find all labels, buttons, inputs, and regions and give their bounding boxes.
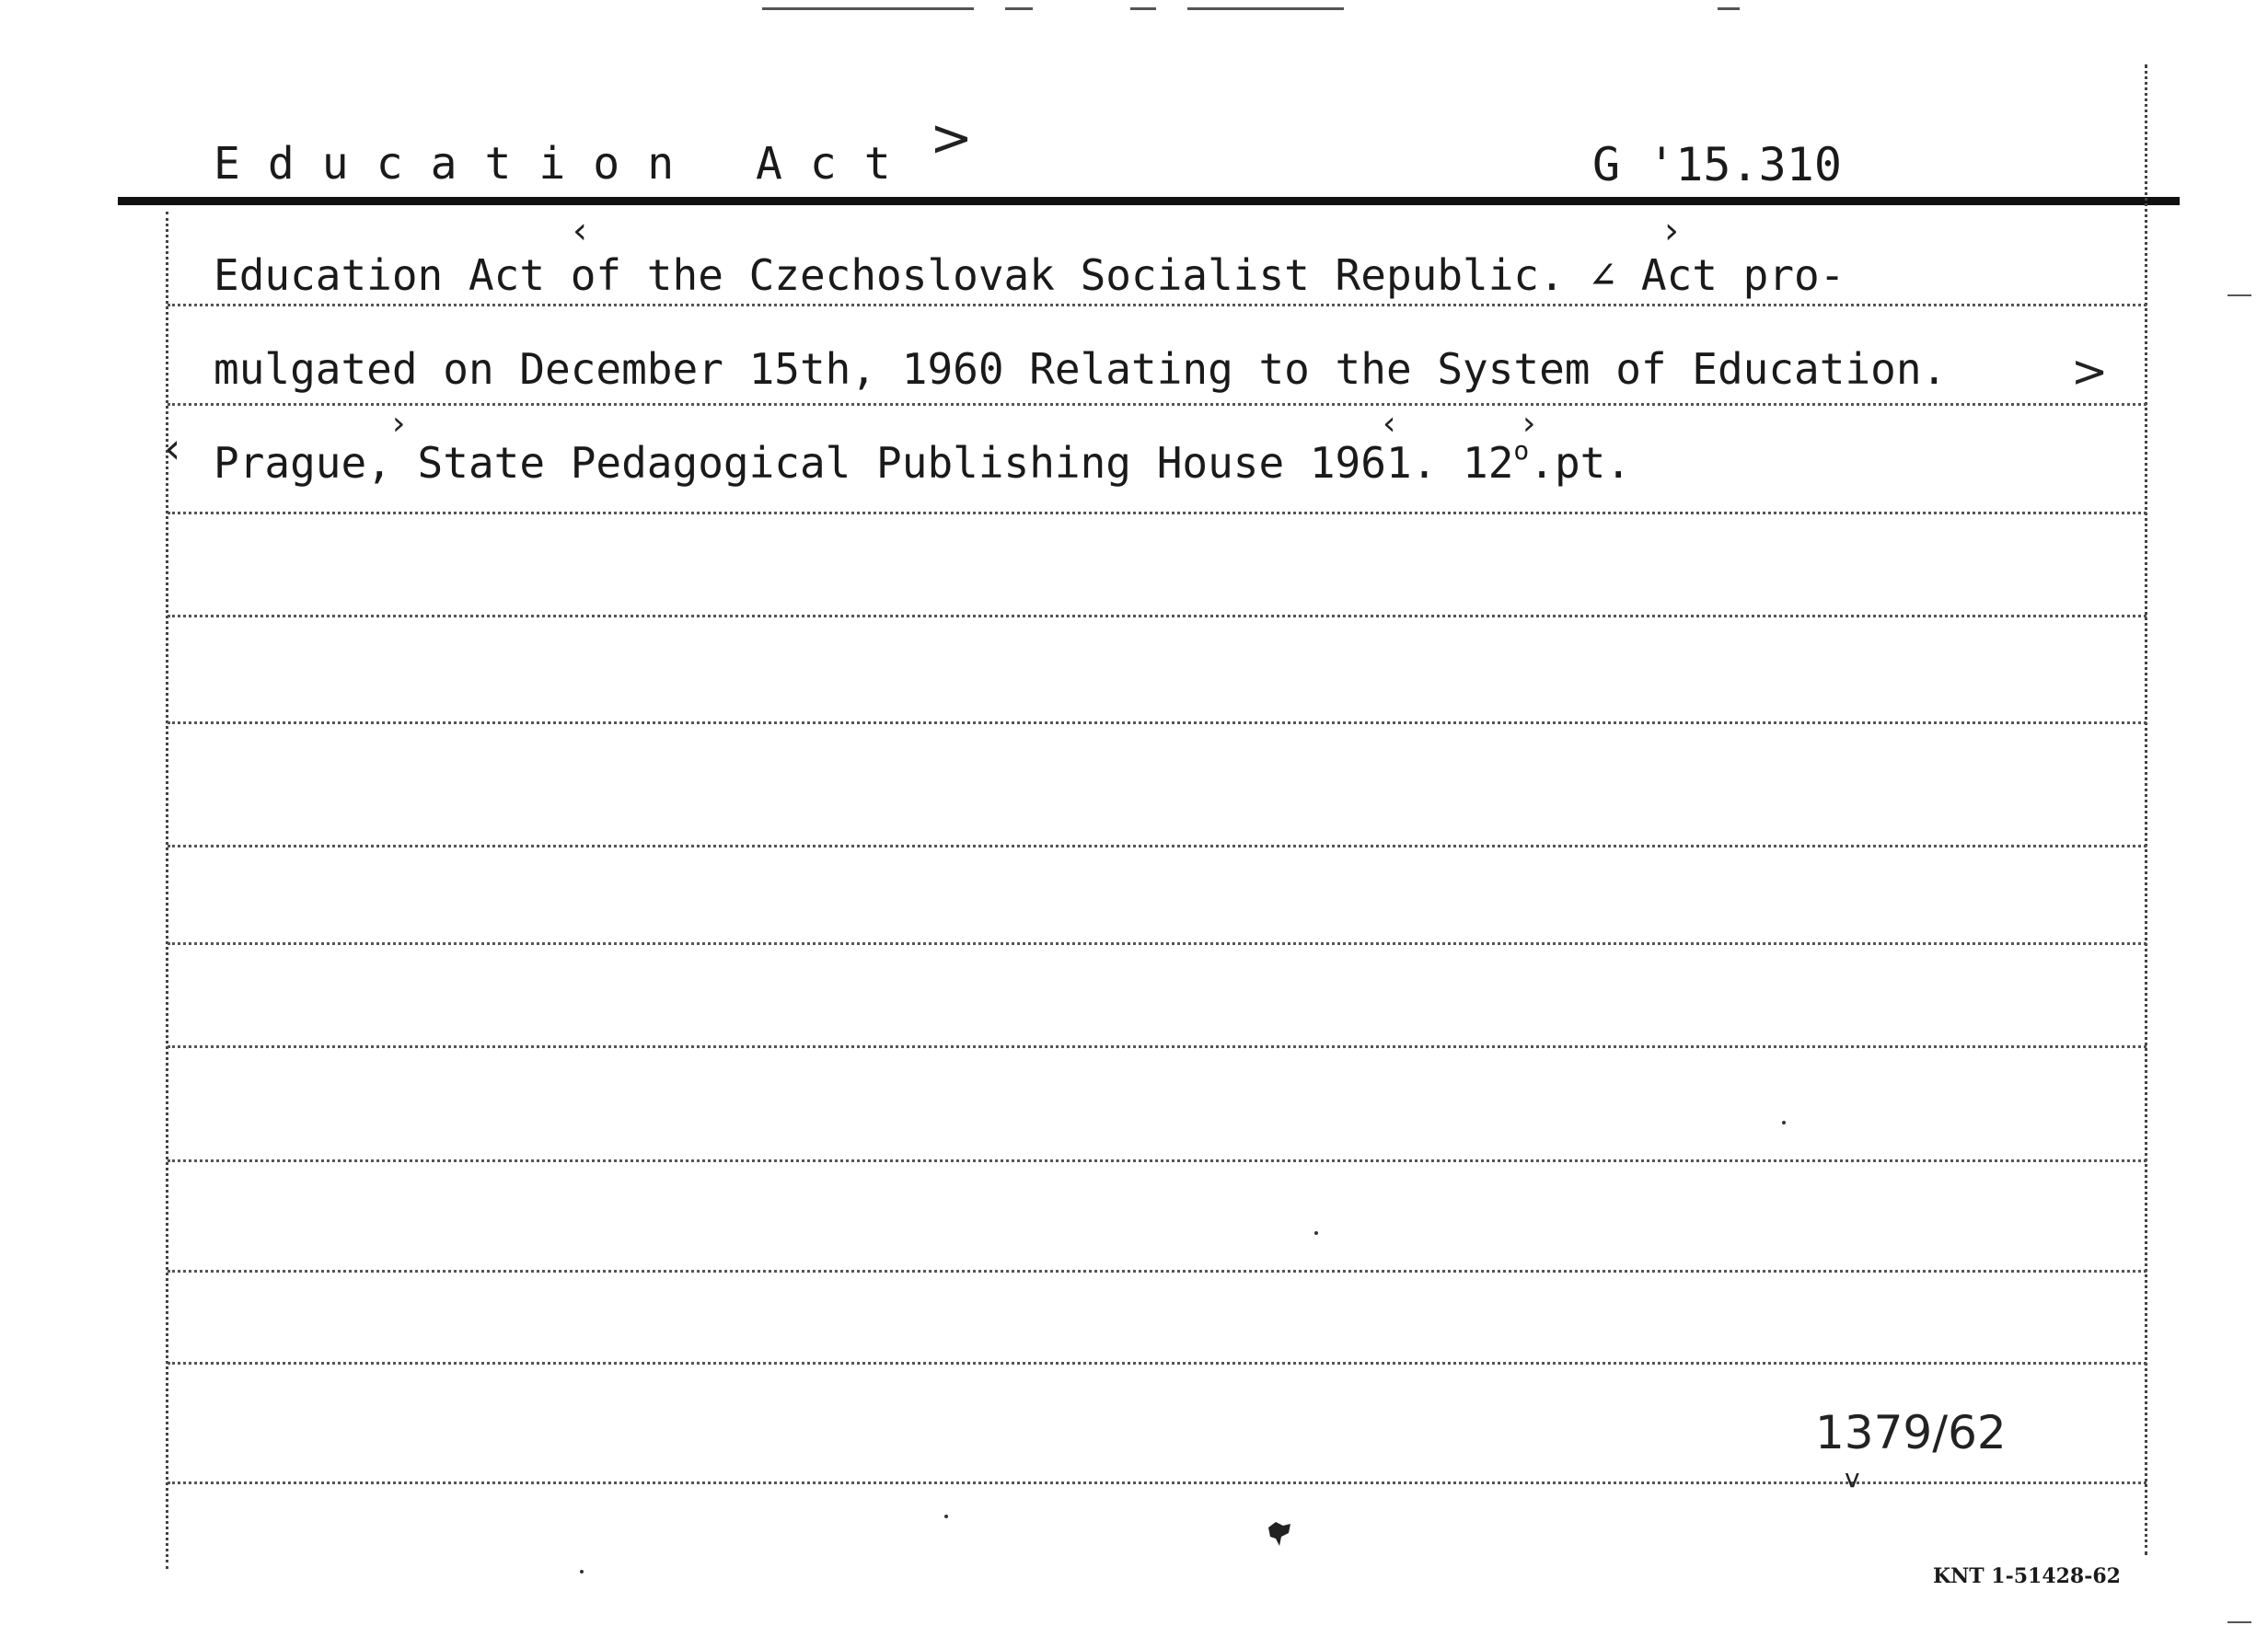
call-number: G '15.310 [1592,138,1842,191]
dotted-ruling-line [168,845,2146,847]
paper-speck [1314,1231,1318,1235]
top-edge-mark [1187,7,1344,10]
proofreading-caret-mark: ‹ [1383,405,1396,443]
proofreading-caret-mark: > [2071,346,2109,398]
dotted-ruling-line [168,1362,2146,1365]
dotted-ruling-line [168,615,2146,617]
paper-speck [944,1515,948,1518]
dotted-ruling-line [168,1159,2146,1162]
dotted-ruling-line [168,1045,2146,1048]
proofreading-caret-mark: > [930,109,973,168]
form-number: KNT 1-51428-62 [1933,1564,2121,1588]
bibliographic-line-2: mulgated on December 15th, 1960 Relating to the System of Education. [214,344,1948,394]
paper-speck [1782,1121,1786,1124]
accession-number: 1379/62 [1815,1406,2007,1459]
dotted-ruling-line [168,721,2146,724]
format-superscript: o [1513,435,1530,466]
dotted-ruling-line [168,942,2146,945]
imprint-text: Prague, State Pedagogical Publishing House 1961. 12 [214,438,1514,488]
proofreading-caret-mark: ‹ [164,423,181,473]
proofreading-caret-mark: › [392,405,406,443]
proofreading-caret-mark: ‹ [573,210,587,252]
format-tail: .pt. [1529,438,1632,488]
top-edge-mark [1130,7,1156,10]
paper-speck [580,1570,584,1574]
top-edge-mark [762,7,974,10]
proofreading-caret-mark: › [1522,405,1536,443]
bibliographic-line-1: Education Act of the Czechoslovak Socialist Republic. ∠ Act pro- [214,250,1846,300]
dotted-ruling-line [168,304,2146,306]
dotted-ruling-line [168,1270,2146,1273]
margin-dash [2228,1621,2251,1623]
proofreading-caret-mark: › [1664,210,1679,252]
left-dotted-border [166,212,168,1569]
right-dotted-border [2145,64,2147,1555]
proofreading-caret-mark: v [1845,1463,1860,1493]
top-edge-mark [1005,7,1033,10]
heading-rule [118,197,2180,205]
ink-stamp-icon [1263,1518,1296,1551]
top-edge-mark [1718,7,1740,10]
dotted-ruling-line [168,512,2146,514]
dotted-ruling-line [168,403,2146,406]
bibliographic-line-3 [214,435,1632,488]
margin-dash [2228,294,2251,296]
card-heading-title: Education Act [214,138,919,190]
